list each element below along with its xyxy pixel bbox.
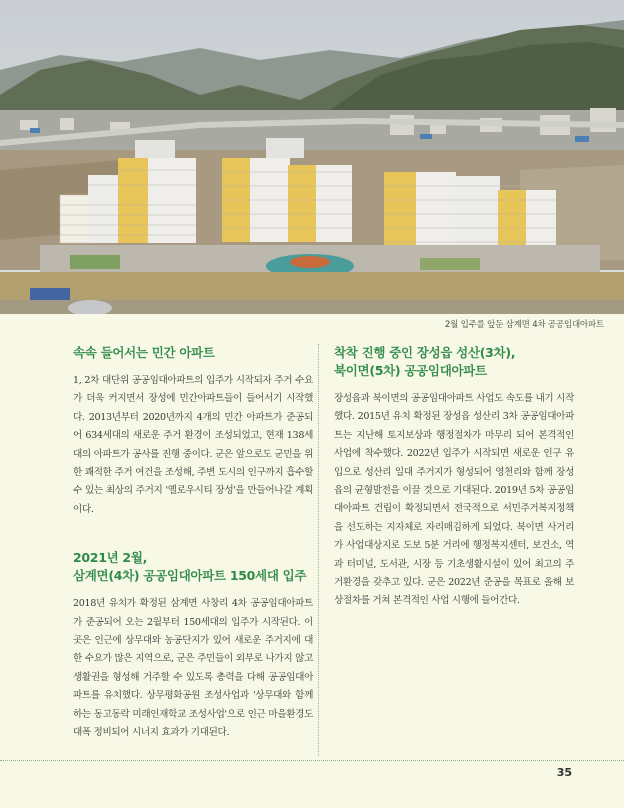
page-number: 35 [556, 766, 572, 779]
photo-caption: 2월 입주를 앞둔 삼계면 4차 공공임대아파트 [444, 320, 604, 330]
section-body-private-apartments: 1, 2차 대단위 공공임대아파트의 입주가 시작되자 주거 수요가 더욱 커지면서 장성에 민간아파트들이 들어서기 시작했다. 2013년부터 2020년까지 4개의 민간 아파트가 준공되어 634세대의 새로운 주거 환경이 조성되었고, 현재 138세대의 아파트가 공사를 진행 중이다. 군은 앞으로도 군민을 위한 쾌적한 주거 여건을 조성해, 주변 도시의 인구까지 흡수할 수 있는 최상의 주거지 '옐로우시티 장성'을 만들어나갈 계획이다. [73, 375, 313, 515]
heading-line-2: 북이면(5차) 공공임대아파트 [334, 363, 487, 378]
heading-line-1: 2021년 2월, [73, 550, 148, 566]
section-heading-private-apartments [73, 344, 313, 362]
section-heading-seongsan-bugi [334, 344, 574, 380]
section-body-samgye: 2018년 유치가 확정된 삼계면 사창리 4차 공공임대아파트가 준공되어 오는 2월부터 150세대의 입주가 시작된다. 이곳은 인근에 상무대와 농공단지가 있어 새로운 주거지에 대한 수요가 많은 지역으로, 군은 주민들이 외부로 나가지 않고 생활권을 형성해 거주할 수 있도록 총력을 다해 공공임대아파트를 유치했다. 상무평화공원 조성사업과 '상무대와 함께하는 동고동락 미래인재학교 조성사업'으로 인근 마을환경도 대폭 정비되어 시너지 효과가 기대된다. [73, 598, 313, 739]
footer-divider [0, 760, 624, 761]
section-body-seongsan-bugi: 장성읍과 북이면의 공공임대아파트 사업도 속도를 내기 시작했다. 2015년 유치 확정된 장성읍 성산리 3차 공공임대아파트는 지난해 토지보상과 행정절차가 마무리 되어 본격적인 사업에 착수했다. 2022년 입주가 시작되면 새로운 인구 유입으로 성산리 일대 주거지가 형성되어 영천리와 함께 장성읍의 균형발전을 이끌 것으로 기대된다. 2019년 5차 공공임대아파트 건립이 확정되면서 전국적으로 서민주거복지정책을 선도하는 지자체로 자리매김하게 되었다. 북이면 사거리가 사업대상지로 도보 5분 거리에 행정복지센터, 보건소, 역과 터미널, 도서관, 시장 등 기초생활시설이 있어 최고의 주거환경을 갖추고 있다. 군은 2022년 준공을 목표로 올해 보상절차를 거쳐 본격적인 사업 시행에 들어간다. [334, 393, 574, 607]
section-heading-samgye [73, 549, 313, 585]
heading-line-2: 삼계면(4차) 공공임대아파트 150세대 입주 [73, 568, 307, 584]
column-divider [318, 344, 319, 756]
apartment-aerial-photo [0, 0, 624, 314]
left-column [73, 344, 313, 743]
right-column [334, 344, 574, 611]
heading-line-1: 착착 진행 중인 장성읍 성산(3차), [334, 345, 516, 360]
heading-text: 속속 들어서는 민간 아파트 [73, 345, 215, 360]
section-spacer [73, 519, 313, 549]
